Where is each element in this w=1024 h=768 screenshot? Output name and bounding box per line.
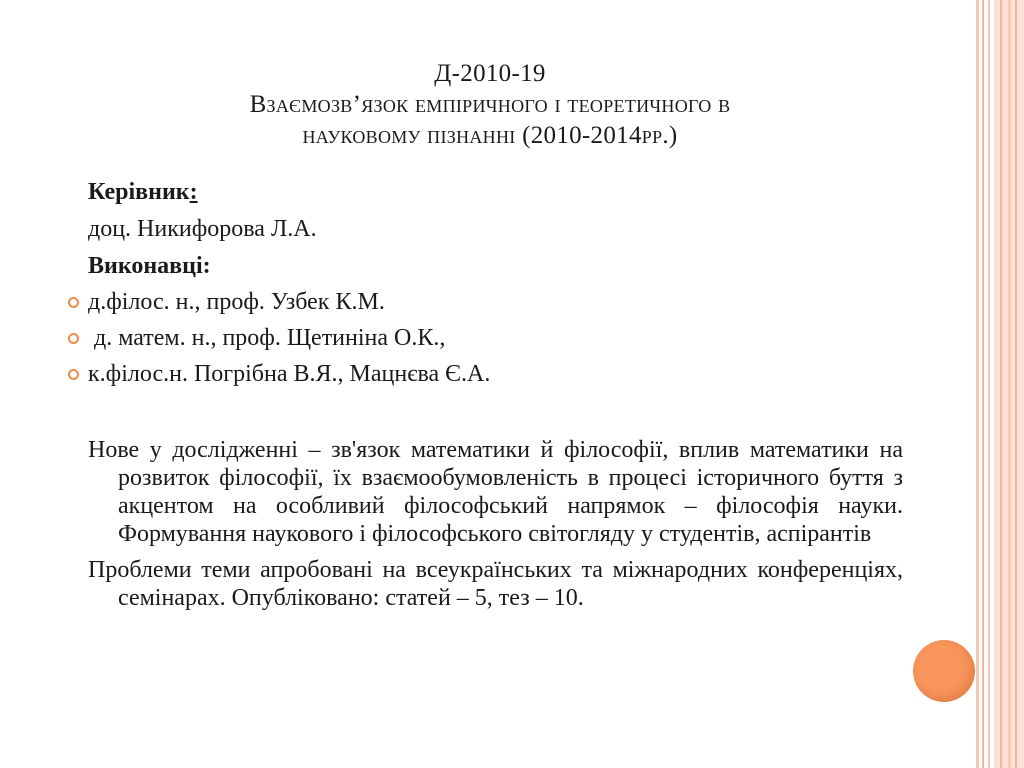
title-topic-line1: Взаємозв’язок емпіричного і теоретичного в xyxy=(249,91,731,118)
slide-title xyxy=(40,58,940,151)
decorative-stripe xyxy=(1000,0,1002,768)
novelty-paragraph: Нове у дослідженні – зв'язок математики й філософії, вплив математики на розвиток філософії, їх взаємообумовленість в процесі історичного буття з акцентом на особливий філософський напрямок – філософія науки. Формування наукового і філософського світогляду у студентів, аспірантів xyxy=(88,437,903,547)
approbation-paragraph: Проблеми теми апробовані на всеукраїнських та міжнародних конференціях, семінарах. Опубліковано: статей – 5, тез – 10. xyxy=(88,557,903,611)
bullet-ring-icon xyxy=(68,333,79,344)
performer-text: д. матем. н., проф. Щетиніна О.К., xyxy=(88,325,446,351)
accent-circle xyxy=(913,640,975,702)
performer-text: д.філос. н., проф. Узбек К.М. xyxy=(88,289,385,315)
list-item xyxy=(88,284,903,320)
supervisor-colon: : xyxy=(189,179,198,205)
title-code: Д-2010-19 xyxy=(434,60,546,87)
supervisor-label: Керівник xyxy=(88,179,190,205)
title-topic-line2: науковому пізнанні (2010-2014рр.) xyxy=(302,122,678,149)
list-item xyxy=(88,320,903,356)
decorative-stripe xyxy=(1015,0,1017,768)
decorative-stripe xyxy=(982,0,984,768)
decorative-stripe xyxy=(976,0,979,768)
performers-label: Виконавці: xyxy=(88,253,211,279)
supervisor-name: доц. Никифорова Л.А. xyxy=(88,216,317,242)
performers-list xyxy=(88,284,903,392)
bullet-ring-icon xyxy=(68,369,79,380)
bullet-ring-icon xyxy=(68,297,79,308)
decorative-stripe xyxy=(988,0,990,768)
decorative-stripe xyxy=(1008,0,1011,768)
supervisor-heading xyxy=(88,174,903,210)
list-item xyxy=(88,356,903,392)
performer-text: к.філос.н. Погрібна В.Я., Мацнєва Є.А. xyxy=(88,361,491,387)
slide-body xyxy=(88,174,903,612)
